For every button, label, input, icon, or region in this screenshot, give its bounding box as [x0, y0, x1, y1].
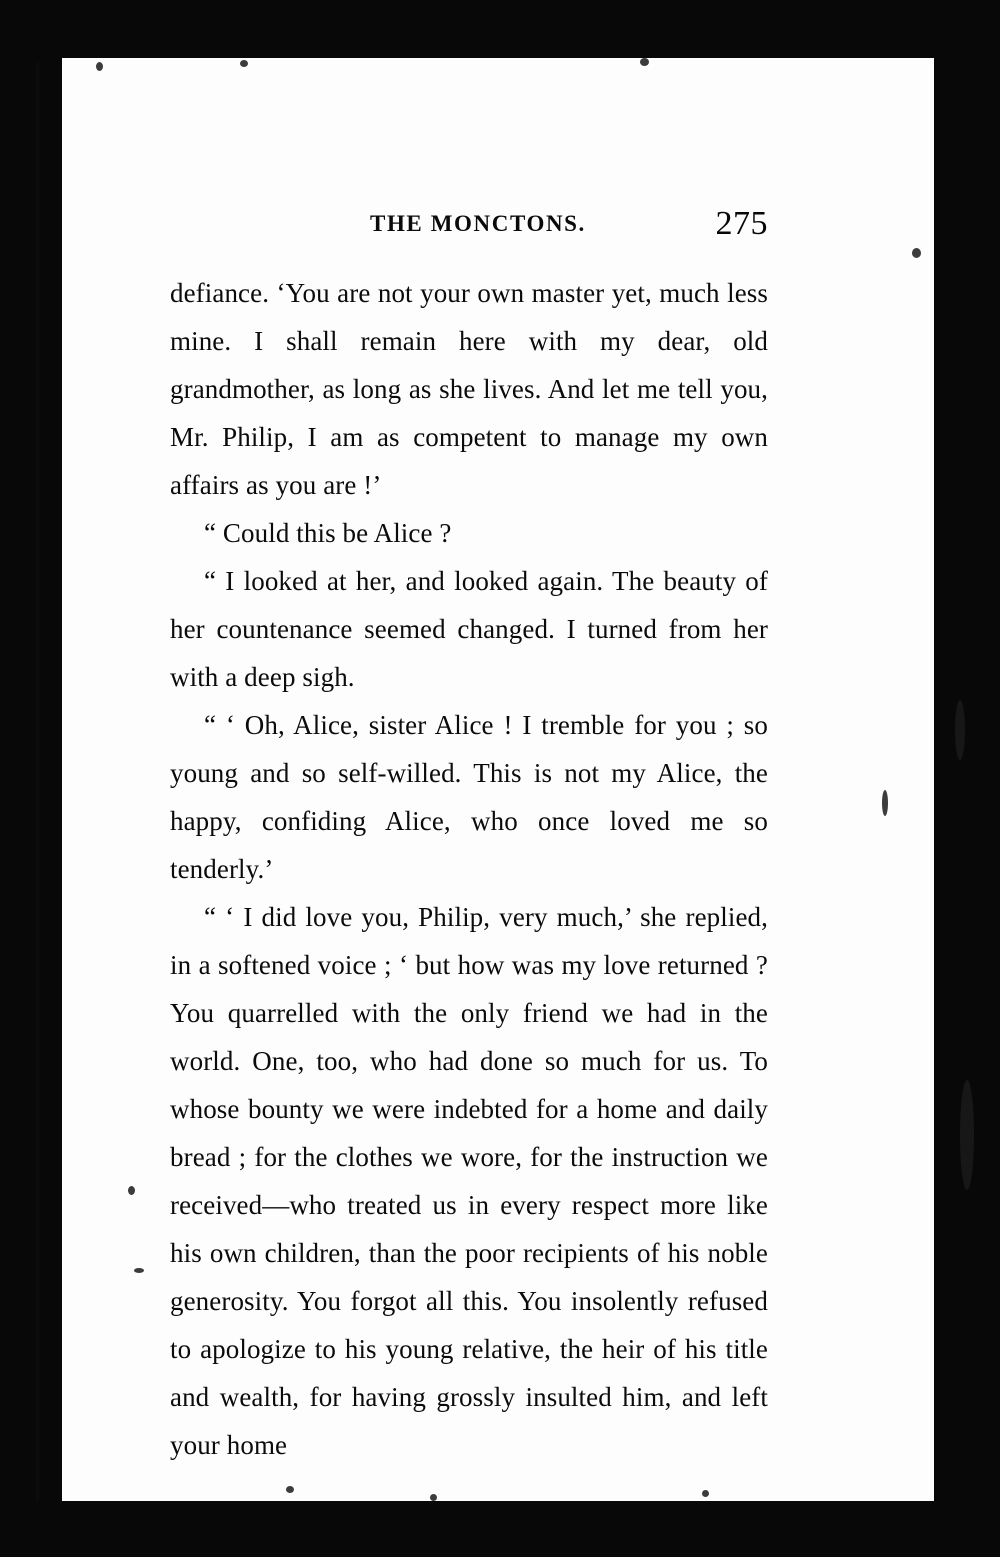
- scan-speck: [882, 790, 888, 816]
- scan-speck: [286, 1486, 294, 1493]
- page-number: 275: [715, 205, 768, 242]
- scan-speck: [96, 62, 103, 71]
- paragraph-i-looked-at-her: “ I looked at her, and looked again. The beauty of her countenance seemed changed. I turned from her with a deep sigh.: [170, 566, 768, 692]
- running-head: [170, 205, 768, 251]
- scan-speck: [955, 700, 965, 760]
- gutter-line: [36, 62, 39, 1502]
- page-text-block: [170, 205, 768, 1469]
- scan-speck: [640, 58, 649, 66]
- paragraph-defiance: defiance. ‘You are not your own master yet, much less mine. I shall remain here with my dear, old grandmother, as long as she lives. And let me tell you, Mr. Philip, I am as competent to manage my own affairs as you are !’: [170, 278, 768, 500]
- paragraph-oh-alice: “ ‘ Oh, Alice, sister Alice ! I tremble for you ; so young and so self-willed. This is not my Alice, the happy, confiding Alice, who once loved me so tenderly.’: [170, 710, 768, 884]
- scan-speck: [912, 248, 921, 258]
- paragraph-i-did-love-you: “ ‘ I did love you, Philip, very much,’ she replied, in a softened voice ; ‘ but how was my love returned ? You quarrelled with the only friend we had in the world. One, too, who had done so much for us. To whose bounty we were indebted for a home and daily bread ; for the clothes we wore, for the instruction we received—who treated us in every respect more like his own children, than the poor recipients of his noble generosity. You forgot all this. You insolently refused to apologize to his young relative, the heir of his title and wealth, for having grossly insulted him, and left your home: [170, 902, 768, 1460]
- scan-speck: [960, 1080, 974, 1190]
- scan-speck: [240, 60, 248, 67]
- scan-speck: [134, 1268, 144, 1273]
- book-title: THE MONCTONS.: [370, 211, 586, 236]
- paragraph-could-this-be-alice: “ Could this be Alice ?: [204, 518, 452, 548]
- scan-speck: [430, 1494, 437, 1501]
- scan-speck: [128, 1186, 135, 1195]
- scan-speck: [702, 1490, 709, 1497]
